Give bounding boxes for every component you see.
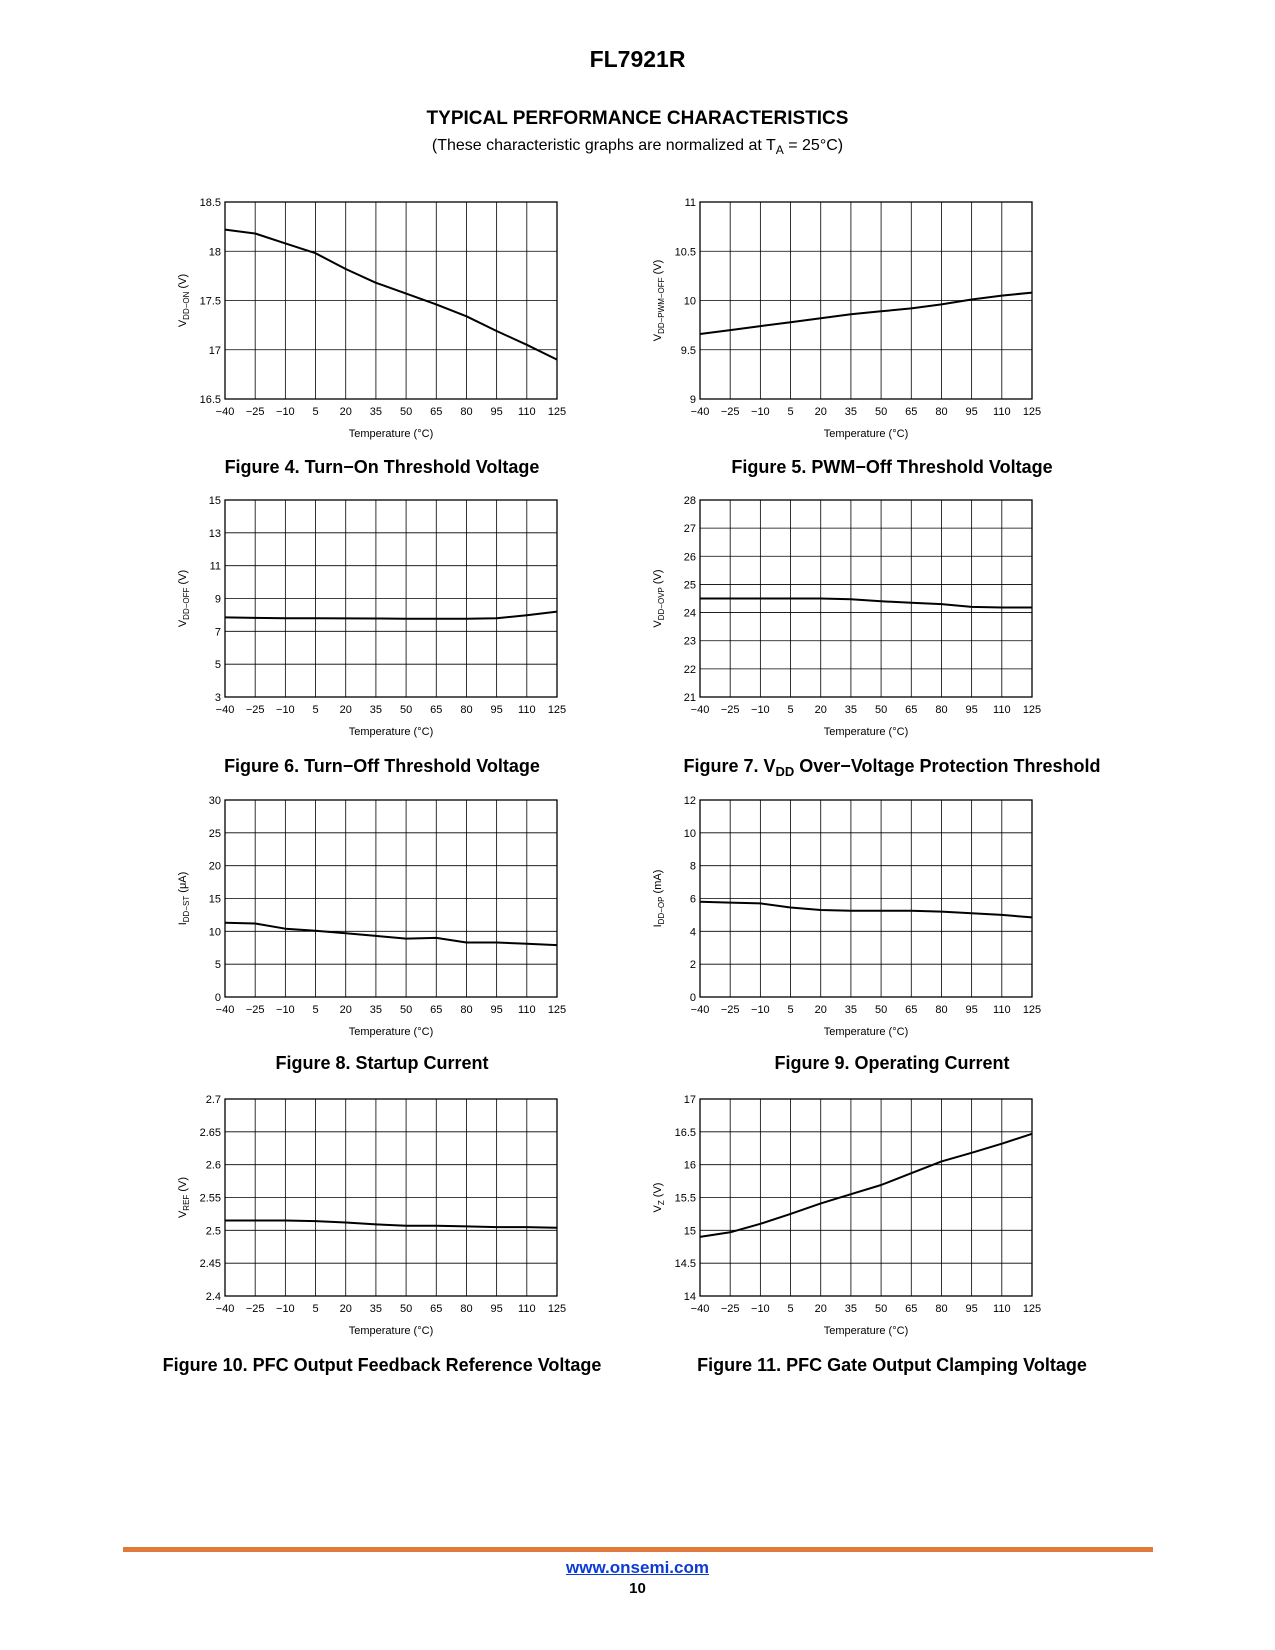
x-tick-label: 20: [339, 1303, 352, 1315]
y-tick-label: 17: [208, 344, 221, 357]
y-axis-label: [177, 570, 191, 627]
x-tick-label: 110: [518, 1303, 536, 1315]
grid: [700, 800, 1032, 997]
y-tick-label: 2.4: [205, 1291, 221, 1303]
x-tick-label: 5: [312, 704, 319, 716]
x-tick-label: 50: [874, 1303, 888, 1315]
x-tick-label: 50: [399, 1303, 413, 1315]
x-tick-label: 20: [339, 1004, 352, 1016]
section-note-prefix: (These characteristic graphs are normalized at T: [431, 137, 776, 154]
y-tick-label: 2.5: [205, 1225, 221, 1238]
y-axis-label-main: V: [652, 333, 664, 342]
y-tick-label: 10: [208, 926, 221, 939]
x-tick-label: 35: [369, 406, 383, 418]
series-line: [700, 1134, 1032, 1237]
x-tick-label: 20: [814, 406, 827, 418]
page-number: 10: [629, 1580, 646, 1597]
x-tick-label: 65: [430, 704, 443, 716]
x-tick-label: 80: [460, 704, 473, 716]
y-axis-label: [177, 872, 191, 926]
x-tick-label: 80: [935, 406, 948, 418]
footer-website-link[interactable]: www.onsemi.com: [566, 1558, 709, 1577]
x-tick-label: −25: [720, 1004, 740, 1016]
grid: [700, 202, 1032, 399]
x-tick-label: −10: [276, 704, 295, 716]
y-axis-label-sub: DD−OVP: [657, 587, 666, 621]
x-tick-label: 110: [993, 1004, 1011, 1016]
x-tick-label: 95: [490, 1004, 503, 1016]
y-axis-label: [652, 569, 666, 627]
x-tick-label: −10: [276, 406, 295, 418]
x-tick-label: 125: [1022, 1303, 1042, 1315]
y-tick-label: 3: [214, 692, 221, 704]
y-tick-label: 16.5: [674, 1126, 696, 1139]
x-tick-label: −40: [690, 1004, 710, 1016]
y-axis-label-main: V: [652, 620, 664, 628]
y-tick-label: 15: [683, 1225, 696, 1238]
x-tick-label: 95: [490, 1303, 503, 1315]
x-tick-label: 5: [787, 1303, 794, 1315]
x-tick-label: 35: [844, 1004, 858, 1016]
x-tick-label: 35: [369, 1004, 383, 1016]
y-axis-label-unit: (V): [177, 1176, 189, 1195]
x-tick-label: −10: [751, 1004, 770, 1016]
y-tick-label: 17.5: [199, 295, 221, 308]
x-axis-label: Temperature (°C): [823, 726, 909, 738]
x-tick-label: 65: [430, 406, 443, 418]
x-tick-label: 35: [844, 1303, 858, 1315]
y-axis-label-main: V: [177, 619, 189, 628]
y-tick-label: 5: [214, 659, 221, 672]
x-tick-label: 20: [339, 704, 352, 716]
section-note-sub: A: [775, 143, 784, 158]
y-tick-label: 18: [208, 246, 221, 259]
x-tick-label: 125: [547, 1303, 567, 1315]
y-tick-label: 2.6: [205, 1159, 221, 1172]
series-line: [225, 230, 557, 360]
y-axis-label-main: V: [652, 1205, 664, 1213]
series-line: [700, 599, 1032, 608]
x-tick-label: 35: [844, 406, 858, 418]
x-tick-label: 50: [399, 406, 413, 418]
grid: [700, 1099, 1032, 1296]
x-tick-label: 110: [518, 1004, 536, 1016]
y-tick-label: 10.5: [674, 246, 696, 259]
x-tick-label: −25: [245, 406, 265, 418]
y-tick-label: 22: [683, 663, 696, 676]
y-tick-label: 14: [683, 1291, 696, 1303]
caption-figure-4: Figure 4. Turn−On Threshold Voltage: [224, 457, 540, 477]
x-tick-label: 110: [993, 704, 1011, 716]
y-tick-label: 5: [214, 959, 221, 972]
part-number: FL7921R: [589, 46, 686, 72]
x-tick-label: −40: [215, 1303, 235, 1315]
caption-figure-7-main: Figure 7. V: [683, 756, 776, 776]
y-axis-label-sub: DD−PWM−OFF: [657, 277, 666, 334]
x-tick-label: −10: [751, 704, 770, 716]
x-tick-label: −40: [690, 1303, 710, 1315]
x-tick-label: 5: [312, 1004, 319, 1016]
y-axis-label-main: I: [652, 924, 664, 928]
y-tick-label: 7: [214, 626, 221, 639]
x-tick-label: −25: [245, 1004, 265, 1016]
x-tick-label: 125: [547, 704, 567, 716]
y-tick-label: 9.5: [680, 344, 696, 357]
caption-figure-10: Figure 10. PFC Output Feedback Reference Voltage: [162, 1355, 602, 1375]
series-line: [225, 612, 557, 619]
x-tick-label: 125: [1022, 1004, 1042, 1016]
caption-figure-5: Figure 5. PWM−Off Threshold Voltage: [731, 457, 1053, 477]
y-axis-label-unit: (V): [652, 569, 664, 588]
y-axis-label-main: I: [177, 922, 189, 926]
y-tick-label: 23: [683, 635, 696, 648]
x-tick-label: 80: [935, 1004, 948, 1016]
x-tick-label: 5: [312, 406, 319, 418]
y-tick-label: 18.5: [199, 197, 221, 209]
y-axis-label: [177, 274, 191, 327]
y-axis-label-sub: REF: [182, 1194, 191, 1211]
y-axis-label-unit: (V): [177, 273, 189, 292]
x-axis-label: Temperature (°C): [348, 1325, 434, 1337]
footer-rule: [123, 1547, 1153, 1552]
x-tick-label: 50: [399, 1004, 413, 1016]
chart-operating-current: [645, 788, 1085, 1058]
y-tick-label: 13: [208, 527, 221, 540]
x-tick-label: 35: [369, 704, 383, 716]
x-tick-label: −10: [276, 1303, 295, 1315]
x-tick-label: 5: [312, 1303, 319, 1315]
y-tick-label: 25: [208, 827, 221, 840]
y-axis-label-sub: DD−OP: [657, 896, 666, 925]
x-tick-label: −10: [751, 1303, 770, 1315]
y-tick-label: 15: [208, 893, 221, 906]
x-tick-label: 80: [460, 1004, 473, 1016]
x-tick-label: 125: [1022, 704, 1042, 716]
y-axis-label-sub: DD−ON: [182, 291, 191, 320]
x-tick-label: 95: [965, 406, 978, 418]
y-tick-label: 6: [689, 893, 696, 906]
x-tick-label: 125: [547, 1004, 567, 1016]
x-tick-label: 110: [993, 406, 1011, 418]
y-tick-label: 21: [683, 692, 696, 704]
x-tick-label: −10: [276, 1004, 295, 1016]
y-tick-label: 30: [208, 795, 221, 807]
x-tick-label: 80: [460, 1303, 473, 1315]
x-tick-label: 5: [787, 704, 794, 716]
x-tick-label: −25: [720, 406, 740, 418]
y-axis-label: [652, 260, 666, 342]
chart-pfc-clamping-voltage: [645, 1087, 1085, 1357]
x-axis-label: Temperature (°C): [348, 1026, 434, 1038]
caption-figure-9: Figure 9. Operating Current: [774, 1053, 1010, 1073]
section-note-suffix: = 25°C): [783, 137, 844, 154]
x-tick-label: 50: [874, 1004, 888, 1016]
x-tick-label: 35: [844, 704, 858, 716]
y-axis-label-unit: (mA): [652, 869, 664, 897]
chart-ovp-threshold: [645, 488, 1085, 758]
x-tick-label: 20: [339, 406, 352, 418]
x-axis-label: Temperature (°C): [348, 726, 434, 738]
y-axis-label-unit: (μA): [177, 871, 189, 896]
caption-figure-7: [592, 756, 1192, 777]
y-axis-label: [652, 1183, 666, 1213]
chart-pwm-off-threshold: [645, 190, 1085, 460]
series-line: [700, 902, 1032, 918]
section-note: [0, 137, 1275, 157]
x-axis-label: Temperature (°C): [823, 428, 909, 440]
x-tick-label: 20: [814, 1303, 827, 1315]
x-tick-label: 65: [905, 1303, 918, 1315]
x-tick-label: −40: [215, 704, 235, 716]
y-tick-label: 9: [214, 593, 221, 606]
x-tick-label: 95: [965, 704, 978, 716]
grid: [225, 202, 557, 399]
x-tick-label: 110: [518, 704, 536, 716]
x-tick-label: 65: [430, 1303, 443, 1315]
series-line: [225, 923, 557, 945]
x-tick-label: 95: [490, 704, 503, 716]
y-axis-label-unit: (V): [177, 569, 189, 588]
x-tick-label: 50: [399, 704, 413, 716]
x-tick-label: 65: [905, 1004, 918, 1016]
y-tick-label: 24: [683, 607, 696, 620]
x-tick-label: 125: [547, 406, 567, 418]
chart-startup-current: [170, 788, 610, 1058]
x-tick-label: −25: [245, 704, 265, 716]
x-tick-label: 20: [814, 704, 827, 716]
y-tick-label: 15.5: [674, 1192, 696, 1205]
y-tick-label: 12: [683, 795, 696, 807]
x-tick-label: −25: [720, 704, 740, 716]
y-tick-label: 0: [689, 992, 696, 1004]
y-tick-label: 0: [214, 992, 221, 1004]
x-tick-label: 95: [490, 406, 503, 418]
y-tick-label: 26: [683, 551, 696, 564]
y-axis-label-sub: DD−ST: [182, 895, 191, 923]
y-axis-label-sub: Z: [657, 1200, 666, 1206]
x-tick-label: 50: [874, 406, 888, 418]
y-tick-label: 28: [683, 495, 696, 507]
y-tick-label: 10: [683, 827, 696, 840]
x-tick-label: 65: [430, 1004, 443, 1016]
caption-figure-7-rest: Over−Voltage Protection Threshold: [794, 756, 1101, 776]
section-title: TYPICAL PERFORMANCE CHARACTERISTICS: [426, 108, 849, 129]
chart-turn-off-threshold: [170, 488, 610, 758]
grid: [225, 1099, 557, 1296]
x-tick-label: 80: [935, 704, 948, 716]
x-tick-label: 95: [965, 1004, 978, 1016]
y-tick-label: 25: [683, 579, 696, 592]
y-tick-label: 2.65: [199, 1126, 221, 1139]
x-tick-label: 5: [787, 406, 794, 418]
y-axis-label-unit: (V): [652, 1182, 664, 1201]
y-tick-label: 14.5: [674, 1258, 696, 1271]
caption-figure-8: Figure 8. Startup Current: [275, 1053, 489, 1073]
y-tick-label: 9: [689, 394, 696, 406]
x-tick-label: −25: [245, 1303, 265, 1315]
x-tick-label: 80: [935, 1303, 948, 1315]
y-tick-label: 2.55: [199, 1192, 221, 1205]
x-tick-label: 50: [874, 704, 888, 716]
y-axis-label-main: V: [177, 1210, 189, 1219]
x-tick-label: 80: [460, 406, 473, 418]
x-tick-label: 35: [369, 1303, 383, 1315]
y-tick-label: 11: [684, 197, 696, 209]
y-axis-label: [177, 1177, 191, 1218]
x-tick-label: 65: [905, 406, 918, 418]
caption-figure-11: Figure 11. PFC Gate Output Clamping Voltage: [697, 1355, 1087, 1375]
chart-turn-on-threshold: [170, 190, 610, 460]
x-axis-label: Temperature (°C): [823, 1026, 909, 1038]
x-tick-label: 125: [1022, 406, 1042, 418]
y-tick-label: 2: [689, 959, 696, 972]
y-tick-label: 17: [683, 1094, 696, 1106]
x-tick-label: 110: [993, 1303, 1011, 1315]
x-axis-label: Temperature (°C): [348, 428, 434, 440]
y-tick-label: 27: [683, 523, 696, 536]
x-tick-label: 95: [965, 1303, 978, 1315]
x-tick-label: −40: [215, 406, 235, 418]
y-tick-label: 8: [689, 860, 696, 873]
y-tick-label: 11: [209, 560, 221, 573]
y-tick-label: 20: [208, 860, 221, 873]
y-tick-label: 15: [208, 495, 221, 507]
chart-pfc-reference-voltage: [170, 1087, 610, 1357]
caption-figure-6: Figure 6. Turn−Off Threshold Voltage: [224, 756, 540, 776]
x-tick-label: 20: [814, 1004, 827, 1016]
grid: [225, 800, 557, 997]
y-axis-label: [652, 870, 666, 928]
grid: [225, 500, 557, 697]
y-axis-label-unit: (V): [652, 259, 664, 278]
x-tick-label: −40: [690, 406, 710, 418]
y-tick-label: 16.5: [199, 394, 221, 406]
y-tick-label: 16: [683, 1159, 696, 1172]
x-tick-label: −25: [720, 1303, 740, 1315]
x-tick-label: 5: [787, 1004, 794, 1016]
series-line: [700, 293, 1032, 334]
x-tick-label: −40: [690, 704, 710, 716]
x-tick-label: −40: [215, 1004, 235, 1016]
x-tick-label: −10: [751, 406, 770, 418]
x-tick-label: 65: [905, 704, 918, 716]
x-axis-label: Temperature (°C): [823, 1325, 909, 1337]
series-line: [225, 1221, 557, 1228]
y-tick-label: 4: [689, 926, 696, 939]
caption-figure-7-sub: DD: [775, 764, 795, 779]
y-tick-label: 10: [683, 295, 696, 308]
x-tick-label: 110: [518, 406, 536, 418]
y-tick-label: 2.45: [199, 1258, 221, 1271]
y-tick-label: 2.7: [205, 1094, 221, 1106]
y-axis-label-main: V: [177, 319, 189, 328]
y-axis-label-sub: DD−OFF: [182, 587, 191, 620]
